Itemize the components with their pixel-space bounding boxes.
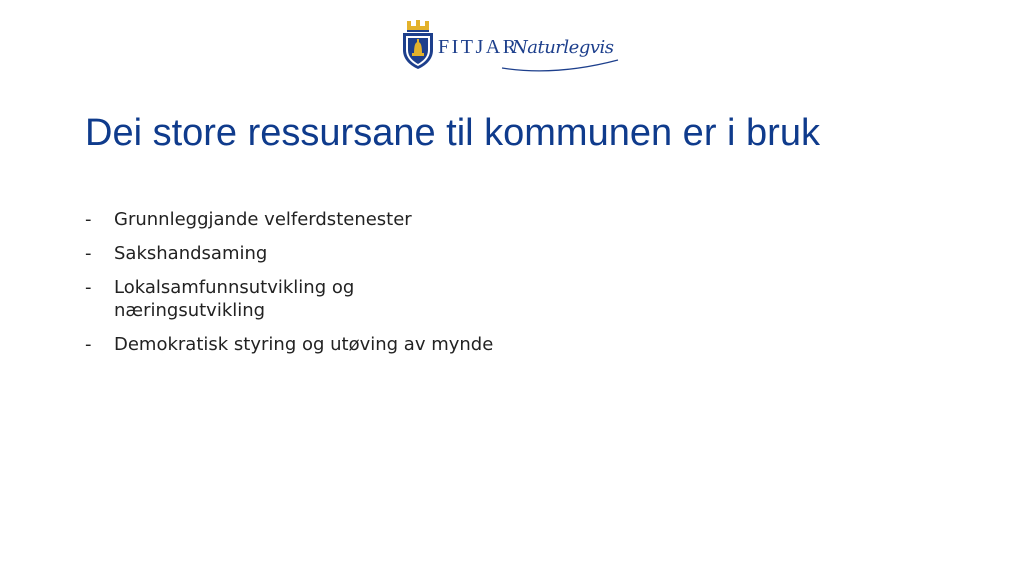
list-item-text: Lokalsamfunnsutvikling og næringsutvikling: [114, 277, 355, 321]
fitjar-logo: [400, 20, 622, 72]
logo-swoosh: [500, 58, 620, 72]
list-item: [85, 333, 505, 356]
logo-tagline: Naturlegvis: [512, 37, 614, 58]
coat-of-arms-icon: [400, 20, 436, 70]
bullet-marker: -: [85, 334, 92, 355]
list-item-text: Sakshandsaming: [114, 243, 268, 264]
bullet-marker: -: [85, 243, 92, 264]
bullet-marker: -: [85, 277, 92, 298]
bullet-marker: -: [85, 209, 92, 230]
list-item: [85, 242, 505, 265]
list-item: [85, 208, 505, 231]
slide-title: Dei store ressursane til kommunen er i bruk: [85, 112, 820, 154]
list-item-text: Demokratisk styring og utøving av mynde: [114, 334, 494, 355]
list-item: [85, 276, 505, 322]
bullet-list: [85, 208, 505, 367]
list-item-text: Grunnleggjande velferdstenester: [114, 209, 412, 230]
logo-wordmark: FITJAR: [438, 36, 519, 58]
